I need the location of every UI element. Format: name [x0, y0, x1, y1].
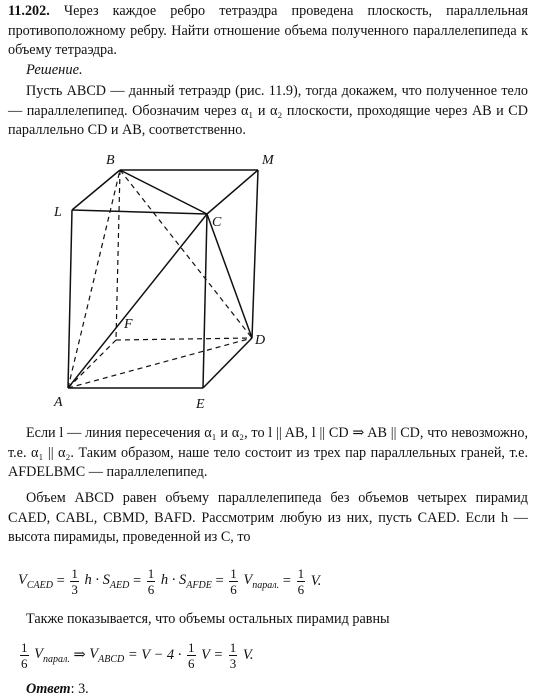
answer-value: : 3.: [70, 681, 89, 697]
edge-F-D: [116, 338, 252, 340]
paragraph-4: Также показывается, что объемы остальных пирамид равны: [26, 611, 390, 627]
label-F: F: [124, 317, 133, 332]
edge-B-F: [116, 170, 120, 340]
edge-B-C: [120, 170, 207, 214]
edge-L-C: [72, 210, 207, 214]
problem-number: 11.202.: [8, 3, 50, 19]
solution-label: Решение.: [26, 62, 83, 78]
label-C: C: [212, 215, 222, 230]
answer-label: Ответ: [26, 681, 71, 697]
label-D: D: [255, 333, 266, 348]
edge-A-C: [68, 214, 207, 388]
edge-B-D: [120, 170, 252, 338]
edge-L-B: [72, 170, 120, 210]
label-L: L: [54, 205, 62, 220]
edge-C-D: [207, 214, 252, 338]
edge-M-C: [207, 170, 258, 214]
edge-A-D: [68, 338, 252, 388]
formula-volume-caed: $V_{CAED}$ = $\frac{1}{3}$ $h \cdot S_{AED}$ = $\frac{1}{6}$ $h \cdot S_{AFDE}$ = $\frac{1}{6}$ $V_{парал.}$ = $\frac{1}{6}$ V.: [18, 566, 322, 597]
edge-E-D: [203, 338, 252, 388]
edge-E-C: [203, 214, 207, 388]
label-A: A: [54, 395, 63, 410]
edge-A-F: [68, 340, 116, 388]
problem-statement: [8, 2, 528, 61]
edge-M-D: [252, 170, 258, 338]
label-M: M: [262, 153, 274, 168]
problem-text: Через каждое ребро тетраэдра проведена плоскость, параллельная противоположному ребру. Найти отношение объема полученного параллелепипеда к объему тетраэдра.: [8, 3, 528, 58]
paragraph-3: Объем ABCD равен объему параллелепипеда без объемов четырех пирамид CAED, CABL, CBMD, BAFD. Рассмотрим любую из них, пусть CAED. Если h — высота пирамиды, проведенной из C, то: [8, 490, 528, 545]
label-B: B: [106, 153, 115, 168]
answer: [26, 680, 226, 700]
edge-L-A: [68, 210, 72, 388]
formula-volume-abcd: $\frac{1}{6}$ $V_{парал.}$ ⇒ $V_{ABCD} = V - 4$ · $\frac{1}{6}$ V = $\frac{1}{3}$ V.: [21, 640, 254, 671]
paragraph-1: Пусть ABCD — данный тетраэдр (рис. 11.9), тогда докажем, что полученное тело — параллелепипед. Обозначим через α₁ и α₂ плоскости, проходящие через AB и CD параллельно CD и AB, соответственно.: [8, 83, 528, 138]
paragraph-2: Если l — линия пересечения α₁ и α₂, то l || AB, l || CD ⇒ AB || CD, что невозможно, т.е. α₁ || α₂. Таким образом, наше тело состоит из трех пар параллельных граней, т.е. AFDELBMC — параллелепипед.: [8, 425, 528, 480]
figure-tetrahedron-parallelepiped: [40, 148, 340, 413]
label-E: E: [196, 397, 205, 412]
